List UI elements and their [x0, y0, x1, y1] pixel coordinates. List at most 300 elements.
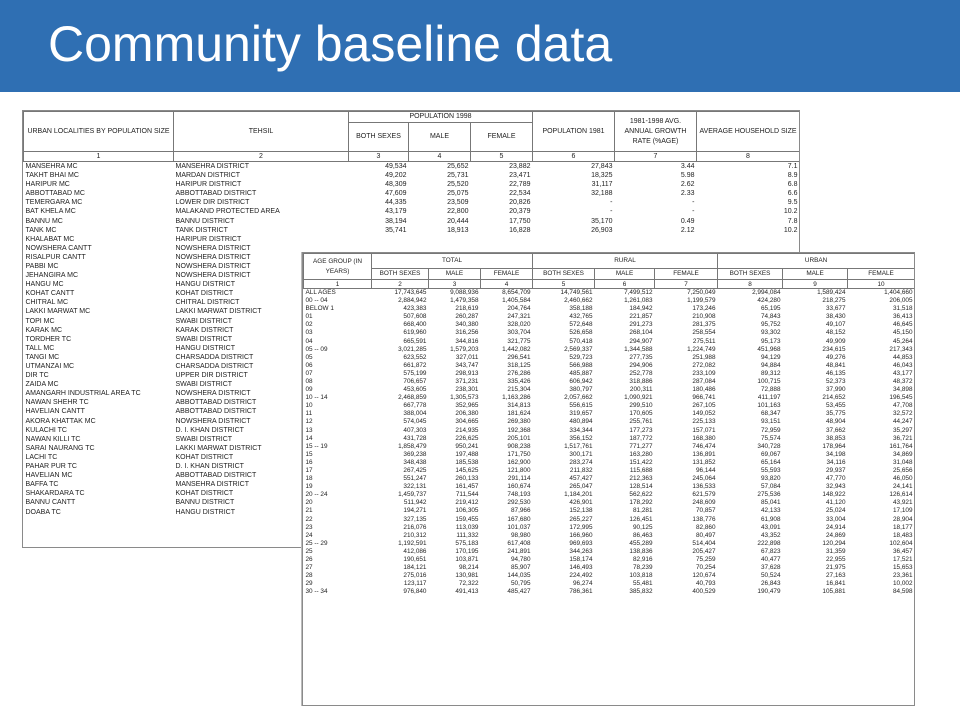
table-cell: 574,045 — [403, 418, 427, 426]
table-cell: 172,995 — [569, 523, 593, 531]
table-cell: 190,479 — [757, 588, 781, 596]
table-cell: 485,887 — [569, 369, 593, 377]
table-cell: 344,816 — [455, 337, 479, 345]
table-cell: 300,171 — [569, 450, 593, 458]
table-cell: 42,133 — [760, 507, 781, 515]
table-cell: ABBOTTABAD DISTRICT — [175, 472, 257, 480]
table-cell: 26,903 — [591, 226, 613, 234]
table-cell: 81,281 — [632, 507, 653, 515]
table-cell: 276,286 — [507, 369, 531, 377]
table-cell: 24,869 — [825, 531, 846, 539]
table-cell: 5.98 — [680, 172, 695, 180]
table-cell: 969,693 — [569, 539, 593, 547]
table-cell: 27 — [305, 564, 313, 572]
table-cell: 18,483 — [892, 531, 913, 539]
table-cell: MANSEHRA DISTRICT — [175, 481, 250, 489]
table-cell: 17,743,645 — [394, 289, 427, 296]
column-number: 2 — [174, 152, 349, 162]
table-cell: 1,459,737 — [398, 491, 427, 499]
table-cell: 78,239 — [632, 564, 653, 572]
column-number: 2 — [372, 280, 429, 289]
column-number: 4 — [409, 152, 471, 162]
table-row — [304, 524, 915, 532]
table-cell: 21 — [305, 507, 313, 515]
table-cell: PAHAR PUR TC — [25, 463, 77, 471]
table-row — [304, 499, 915, 507]
table-cell: 128,514 — [629, 483, 653, 491]
table-cell: 319,657 — [569, 410, 593, 418]
table-cell: 138,836 — [629, 547, 653, 555]
table-cell: 1,858,479 — [398, 442, 427, 450]
table-cell: 30 -- 34 — [305, 588, 328, 596]
table-cell: 623,552 — [403, 353, 427, 361]
table-cell: 33,004 — [825, 515, 846, 523]
table-cell: 298,913 — [455, 369, 479, 377]
table-cell: 908,238 — [507, 442, 531, 450]
table-cell: 26,843 — [760, 580, 781, 588]
table-row — [304, 516, 915, 524]
table-cell: 44,853 — [892, 353, 913, 361]
table-cell: 2,884,942 — [398, 297, 427, 305]
table-row — [304, 305, 915, 313]
header-urban: URBAN — [718, 254, 915, 269]
table-cell: 61,908 — [760, 515, 781, 523]
table-cell: 1,090,921 — [624, 394, 653, 402]
header-both-sexes: BOTH SEXES — [349, 123, 409, 152]
table-cell: HARIPUR DISTRICT — [175, 235, 242, 243]
table-cell: TANGI MC — [25, 353, 60, 361]
table-cell: 17 — [305, 467, 313, 475]
column-number: 1 — [24, 152, 174, 162]
header-population-1998: POPULATION 1998 — [349, 112, 533, 123]
table-cell: 226,625 — [455, 434, 479, 442]
table-cell: 7,250,049 — [687, 289, 716, 296]
table-cell: 166,960 — [569, 531, 593, 539]
table-cell: 217,343 — [889, 345, 913, 353]
table-cell: TORDHER TC — [25, 335, 72, 343]
table-cell: NOWSHERA DISTRICT — [175, 417, 251, 425]
table-cell: BANNU MC — [25, 217, 63, 225]
table-cell: 771,277 — [629, 442, 653, 450]
table-cell: 93,151 — [760, 418, 781, 426]
table-cell: 68,347 — [760, 410, 781, 418]
table-cell: 8,654,709 — [502, 289, 531, 296]
table-cell: HANGU DISTRICT — [175, 281, 235, 289]
table-cell: 296,541 — [507, 353, 531, 361]
table-cell: 22,800 — [447, 208, 469, 216]
table-cell: 25,731 — [447, 172, 469, 180]
table-cell: 453,605 — [403, 386, 427, 394]
table-cell: MARDAN DISTRICT — [175, 172, 241, 180]
table-cell: NAWAN SHEHR TC — [25, 399, 89, 407]
table-cell: 265,047 — [569, 483, 593, 491]
table-row — [24, 216, 800, 225]
table-cell: 46,135 — [825, 369, 846, 377]
table-cell: BAFFA TC — [25, 481, 59, 489]
table-cell: 8.9 — [787, 172, 798, 180]
table-cell: 20,379 — [509, 208, 531, 216]
table-cell: 151,422 — [629, 458, 653, 466]
table-cell: 26 — [305, 556, 313, 564]
table-cell: 22,534 — [509, 190, 531, 198]
table-cell: 47,609 — [385, 190, 407, 198]
table-row — [304, 507, 915, 515]
table-cell: KULACHI TC — [25, 426, 67, 434]
table-cell: 49,909 — [825, 337, 846, 345]
table-cell: 7.8 — [787, 217, 798, 225]
table-cell: 291,114 — [507, 475, 531, 483]
table-cell: 214,935 — [455, 426, 479, 434]
table-cell: 70,254 — [695, 564, 716, 572]
table-cell: 21,975 — [825, 564, 846, 572]
table-row — [24, 235, 800, 244]
column-number: 3 — [349, 152, 409, 162]
table-cell: 16 — [305, 458, 313, 466]
table-cell — [409, 235, 471, 244]
table-cell: 148,922 — [822, 491, 846, 499]
table-cell: 275,511 — [692, 337, 716, 345]
table-cell: 304,665 — [455, 418, 479, 426]
table-cell: 328,020 — [507, 321, 531, 329]
table-cell: 966,741 — [692, 394, 716, 402]
table-cell: 67,823 — [760, 547, 781, 555]
table-cell: 72,322 — [458, 580, 479, 588]
table-cell: ABBOTTABAD MC — [25, 190, 85, 198]
header-urban-both-sexes: BOTH SEXES — [718, 269, 783, 280]
table-cell: 457,427 — [569, 475, 593, 483]
table-cell: 292,530 — [507, 499, 531, 507]
table-cell: NOWSHERA DISTRICT — [175, 262, 251, 270]
table-cell: 23 — [305, 523, 313, 531]
table-cell: KOHAT DISTRICT — [175, 490, 234, 498]
header-age-group: AGE GROUP (IN YEARS) — [304, 254, 372, 280]
table-cell: 668,400 — [403, 321, 427, 329]
header-urban-female: FEMALE — [848, 269, 915, 280]
table-cell: AKORA KHATTAK MC — [25, 417, 96, 425]
table-cell: 72,959 — [760, 426, 781, 434]
table-cell: 619,960 — [403, 329, 427, 337]
table-cell: 225,133 — [692, 418, 716, 426]
table-row — [304, 475, 915, 483]
table-row — [304, 491, 915, 499]
table-cell: 294,907 — [629, 337, 653, 345]
table-cell: 95,173 — [760, 337, 781, 345]
table-cell: 103,818 — [629, 572, 653, 580]
table-cell: 24,914 — [825, 523, 846, 531]
table-cell: 184,942 — [629, 305, 653, 313]
table-cell: NOWSHERA DISTRICT — [175, 390, 251, 398]
table-cell: KOHAT DISTRICT — [175, 453, 234, 461]
table-cell: 121,800 — [507, 467, 531, 475]
table-cell: 25,024 — [825, 507, 846, 515]
table-cell: 103,871 — [455, 556, 479, 564]
table-cell: 348,438 — [403, 458, 427, 466]
table-cell: 07 — [305, 369, 313, 377]
table-cell: 29,937 — [825, 467, 846, 475]
table-cell: 238,301 — [455, 386, 479, 394]
table-cell: 412,086 — [403, 547, 427, 555]
table-cell: ZAIDA MC — [25, 381, 59, 389]
table-cell: 575,183 — [455, 539, 479, 547]
table-cell: 41,120 — [825, 499, 846, 507]
table-cell: 32,188 — [591, 190, 613, 198]
table-cell: SHAKARDARA TC — [25, 490, 85, 498]
table-row — [24, 171, 800, 180]
table-cell: 11 — [305, 410, 313, 418]
table-cell: 617,408 — [507, 539, 531, 547]
column-number: 4 — [481, 280, 533, 289]
table-row — [304, 540, 915, 548]
table-row — [304, 289, 915, 298]
table-cell: 100,715 — [757, 377, 781, 385]
age-group-table-image — [302, 252, 915, 706]
table-cell: 268,104 — [629, 329, 653, 337]
table-cell: 17,109 — [892, 507, 913, 515]
table-cell: 260,133 — [455, 475, 479, 483]
table-cell: 22,955 — [825, 556, 846, 564]
table-cell: 06 — [305, 361, 313, 369]
table-row — [304, 580, 915, 588]
table-cell: 7.1 — [787, 163, 798, 170]
table-cell: 267,425 — [403, 467, 427, 475]
table-cell: 15 — [305, 450, 313, 458]
table-cell: 15,653 — [892, 564, 913, 572]
table-cell: 44,247 — [892, 418, 913, 426]
table-cell: BANNU DISTRICT — [175, 217, 235, 225]
table-row — [304, 572, 915, 580]
table-cell: 706,657 — [403, 377, 427, 385]
table-cell — [349, 235, 409, 244]
table-cell: 2,569,337 — [564, 345, 593, 353]
table-cell: NOWSHERA DISTRICT — [175, 272, 251, 280]
table-cell: KARAK DISTRICT — [175, 326, 234, 334]
table-cell: 216,076 — [403, 523, 427, 531]
table-cell: 451,968 — [757, 345, 781, 353]
table-cell: 2.12 — [680, 226, 695, 234]
table-cell: 424,280 — [757, 297, 781, 305]
table-cell: 101,037 — [507, 523, 531, 531]
table-cell: 157,071 — [692, 426, 716, 434]
table-cell: 152,138 — [569, 507, 593, 515]
table-cell: 18,177 — [892, 523, 913, 531]
table-row — [304, 427, 915, 435]
table-row — [304, 483, 915, 491]
header-total-male: MALE — [429, 269, 481, 280]
table-cell: 303,704 — [507, 329, 531, 337]
table-cell: 388,004 — [403, 410, 427, 418]
table-cell: 74,843 — [760, 313, 781, 321]
table-cell: 48,372 — [892, 377, 913, 385]
header-male: MALE — [409, 123, 471, 152]
table-cell: 38,853 — [825, 434, 846, 442]
title-bar — [0, 0, 960, 92]
table-cell: 43,179 — [385, 208, 407, 216]
table-row — [304, 418, 915, 426]
table-cell: 23,361 — [892, 572, 913, 580]
table-cell: 98,214 — [458, 564, 479, 572]
header-rural-female: FEMALE — [655, 269, 718, 280]
table-cell: SWABI DISTRICT — [175, 335, 233, 343]
column-number: 6 — [533, 152, 615, 162]
header-growth-rate: 1981-1998 AVG. ANNUAL GROWTH RATE (%AGE) — [615, 112, 697, 152]
table-cell: 75,259 — [695, 556, 716, 564]
table-cell: 161,764 — [889, 442, 913, 450]
table-cell: 170,605 — [629, 410, 653, 418]
table-row — [24, 198, 800, 207]
table-cell: 98,980 — [510, 531, 531, 539]
table-cell: 24,141 — [892, 483, 913, 491]
table-cell: 184,121 — [403, 564, 427, 572]
table-cell: 46,645 — [892, 321, 913, 329]
table-cell: 281,375 — [692, 321, 716, 329]
table-cell: 82,860 — [695, 523, 716, 531]
table-cell: 529,723 — [569, 353, 593, 361]
table-cell: 22 — [305, 515, 313, 523]
table-cell: 90,125 — [632, 523, 653, 531]
header-total-both-sexes: BOTH SEXES — [372, 269, 429, 280]
table-cell: RISALPUR CANTT — [25, 253, 86, 261]
table-row — [304, 346, 915, 354]
table-cell: 05 -- 09 — [305, 345, 328, 353]
table-cell: - — [692, 199, 695, 207]
table-cell: 43,177 — [892, 369, 913, 377]
table-cell: 746,474 — [692, 442, 716, 450]
table-cell: 9.5 — [787, 199, 798, 207]
table-cell: 16,841 — [825, 580, 846, 588]
table-cell: PABBI MC — [25, 262, 59, 270]
table-cell: 431,728 — [403, 434, 427, 442]
table-cell: 2,057,662 — [564, 394, 593, 402]
table-cell: 43,921 — [892, 499, 913, 507]
table-cell: 75,574 — [760, 434, 781, 442]
table-cell: 258,554 — [692, 329, 716, 337]
table-cell: 161,457 — [455, 483, 479, 491]
table-row — [304, 556, 915, 564]
table-cell: 102,604 — [889, 539, 913, 547]
table-cell: 480,894 — [569, 418, 593, 426]
table-cell: 432,765 — [569, 313, 593, 321]
table-cell: 272,082 — [692, 361, 716, 369]
table-row — [304, 362, 915, 370]
table-cell: 35,170 — [591, 217, 613, 225]
table-cell: 245,064 — [692, 475, 716, 483]
table-cell: 28,904 — [892, 515, 913, 523]
table-cell: 31,117 — [591, 181, 613, 189]
table-cell: LACHI TC — [25, 453, 58, 461]
column-number-row — [24, 152, 800, 162]
table-cell: 95,752 — [760, 321, 781, 329]
table-cell: 96,144 — [695, 467, 716, 475]
table-cell: 130,981 — [455, 572, 479, 580]
table-cell: BANNU DISTRICT — [175, 499, 235, 507]
table-cell: 10,002 — [892, 580, 913, 588]
table-cell: MANSEHRA MC — [25, 163, 78, 170]
table-cell: TAKHT BHAI MC — [25, 172, 79, 180]
table-cell: 03 — [305, 329, 313, 337]
table-row — [304, 532, 915, 540]
table-cell: 160,674 — [507, 483, 531, 491]
table-cell: 665,591 — [403, 337, 427, 345]
header-localities: URBAN LOCALITIES BY POPULATION SIZE — [24, 112, 174, 152]
table-cell: 621,579 — [692, 491, 716, 499]
table-row — [24, 226, 800, 235]
table-cell: 2,468,859 — [398, 394, 427, 402]
table-cell: 170,195 — [455, 547, 479, 555]
header-household-size: AVERAGE HOUSEHOLD SIZE — [697, 112, 800, 152]
table-cell: 1,579,203 — [450, 345, 479, 353]
table-cell: NAWAN KILLI TC — [25, 435, 81, 443]
header-total: TOTAL — [372, 254, 533, 269]
table-cell: 101,163 — [757, 402, 781, 410]
table-cell: 224,492 — [569, 572, 593, 580]
table-cell: HANGU DISTRICT — [175, 508, 235, 516]
table-cell: UPPER DIR DISTRICT — [175, 372, 248, 380]
table-cell: 49,276 — [825, 353, 846, 361]
table-cell: BANNU CANTT — [25, 499, 76, 507]
table-cell: SWABI DISTRICT — [175, 317, 233, 325]
table-cell: 321,775 — [507, 337, 531, 345]
table-cell: 25,075 — [447, 190, 469, 198]
table-cell: KHALABAT MC — [25, 235, 75, 243]
table-cell: 10.2 — [783, 226, 798, 234]
table-cell: 221,857 — [629, 313, 653, 321]
table-cell: 34,198 — [825, 450, 846, 458]
table-cell: 53,455 — [825, 402, 846, 410]
table-cell: 2.33 — [680, 190, 695, 198]
table-cell: TALL MC — [25, 344, 55, 352]
table-row — [304, 402, 915, 410]
table-row — [304, 410, 915, 418]
table-cell: 87,966 — [510, 507, 531, 515]
table-cell: 32,943 — [825, 483, 846, 491]
table-cell: 27,843 — [591, 163, 613, 170]
table-cell: BAT KHELA MC — [25, 208, 76, 216]
table-cell: 507,608 — [403, 313, 427, 321]
table-cell: 24 — [305, 531, 313, 539]
table-cell: 400,529 — [692, 588, 716, 596]
table-cell: LAKKI MARWAT DISTRICT — [175, 308, 262, 316]
table-cell: 49,202 — [385, 172, 407, 180]
table-cell: 2,994,084 — [752, 289, 781, 296]
table-cell: 314,813 — [507, 402, 531, 410]
table-cell: 04 — [305, 337, 313, 345]
table-cell: 1,589,424 — [817, 289, 846, 296]
table-cell: 23,509 — [447, 199, 469, 207]
table-cell: 1,404,660 — [884, 289, 913, 296]
table-cell: 340,728 — [757, 442, 781, 450]
table-row — [304, 354, 915, 362]
table-cell: 16,828 — [509, 226, 531, 234]
table-cell: 168,380 — [692, 434, 716, 442]
table-cell: 72,888 — [760, 386, 781, 394]
table-row — [304, 459, 915, 467]
table-cell: HAVELIAN CANTT — [25, 408, 85, 416]
column-number: 5 — [533, 280, 595, 289]
table-cell: CHARSADDA DISTRICT — [175, 363, 254, 371]
table-cell: 44,335 — [385, 199, 407, 207]
column-number: 8 — [697, 152, 800, 162]
table-cell: 126,451 — [629, 515, 653, 523]
table-cell: AMANGARH INDUSTRIAL AREA TC — [25, 390, 141, 398]
table-row — [304, 588, 915, 596]
table-cell: MALAKAND PROTECTED AREA — [175, 208, 280, 216]
table-row — [304, 378, 915, 386]
table-cell: 20 -- 24 — [305, 491, 328, 499]
table-cell: 423,383 — [403, 305, 427, 313]
table-cell: SWABI DISTRICT — [175, 435, 233, 443]
table-cell: 126,614 — [889, 491, 913, 499]
table-cell: 426,901 — [569, 499, 593, 507]
